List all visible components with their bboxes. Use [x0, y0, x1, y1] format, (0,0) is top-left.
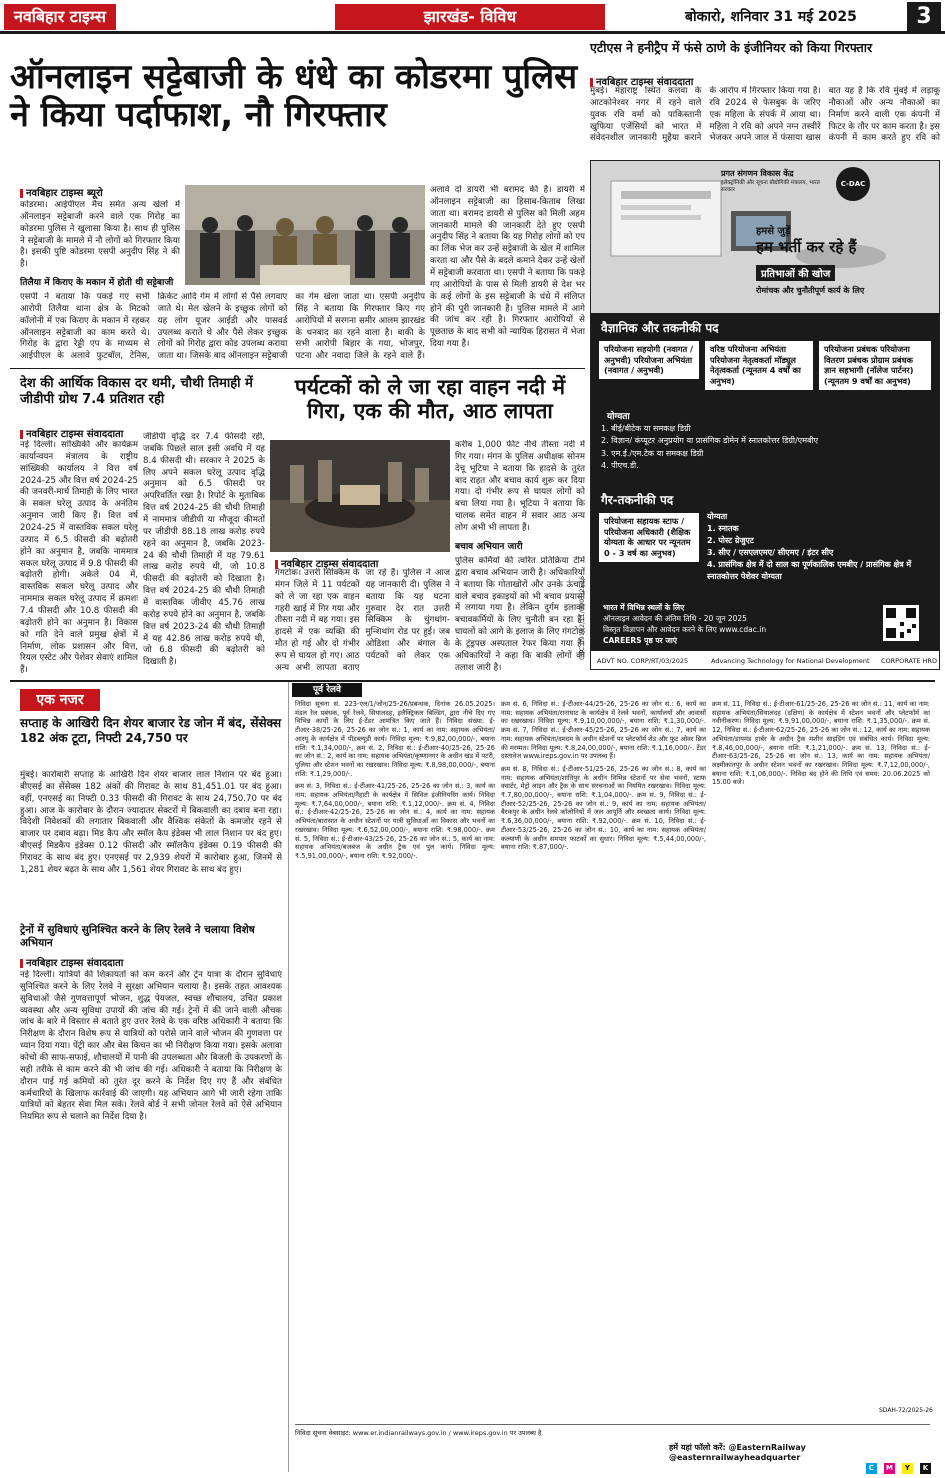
- rail-body: नई दिल्ली। यात्रियों की शिकायतों को कम करने और ट्रेन यात्रा के दौरान सुविधाएं सुनिश्चित करने के लिए रेलवे ने सुरक्षा अभियान चलाया है। इसके तहत आवश्यक सुविधाओं जैसे गुणवत्तापूर्ण भोजन, शुद्ध पेयजल, स्वच्छ शौचालय, उचित प्रकाश व्यवस्था और अन्य सुविधा उपायों की जांच की गई। ट्रेनों में की जाने वाली औचक जांच के बारे में विस्तार से बताते हुए उत्तर रेलवे के एक वरिष्ठ अधिकारी ने बताया कि निरीक्षण के दौरान विशेष रूप से यात्रियों को परोसे जाने वाले भोजन की गुणवत्ता पर ध्यान दिया गया। पेंट्री कार और बेस किचन का भी निरीक्षण किया गया। इसके अलावा कोचों की साफ-सफाई, शौचालयों में पानी की उपलब्धता और बिजली के उपकरणों के सही तरीके से काम करने की भी जांच की गई। अधिकारी ने बताया कि निरीक्षण के दौरान पाई गई कमियों को तुरंत दूर करने के निर्देश दिए गए हैं और संबंधित कर्मचारियों के खिलाफ कार्रवाई की जाएगी। यह अभियान आगे भी जारी रहेगा ताकि यात्रियों को बेहतर सेवा मिल सके। रेलवे बोर्ड ने सभी जोनल रेलवे को ऐसे अभियान नियमित रूप से चलाने का निर्देश दिया है।: [20, 970, 282, 1123]
- magenta-mark: M: [884, 1463, 895, 1474]
- ad-qual2-list: [707, 511, 931, 583]
- thane-headline: एटीएस ने हनीट्रैप में फंसे ठाणे के इंजीनियर को किया गिरफ्तार: [590, 40, 873, 55]
- yellow-mark: Y: [902, 1463, 913, 1474]
- ad-careers: CAREERS पृष्ठ पर जाएं: [603, 635, 678, 645]
- lead-body-1: कोडरमा। आईपीएल मैच समेत अन्य खेलों में ऑनलाइन सट्टेबाजी करने वाले एक गिरोह का कोडरमा पुलिस ने खुलासा किया है। साथ ही पुलिस ने सट्टेबाजी के मामले में नौ लोगों को गिरफ्तार किया है। इसकी पुष्टि कोडरमा एसपी अनुदीप सिंह ने की है।: [20, 200, 180, 270]
- lead-headline: ऑनलाइन सट्टेबाजी के धंधे का कोडरमा पुलिस ने किया पर्दाफाश, नौ गिरफ्तार: [10, 57, 578, 136]
- gdp-body-2: जीडीपी वृद्धि दर 7.4 फीसदी रही, जबकि पिछले साल इसी अवधि में यह 8.4 फीसदी थी। सरकार ने 2025 के लिए अपने सकल घरेलू उत्पाद वृद्धि अनुमान को 6.5 फीसदी पर अपरिवर्तित रखा है। रिपोर्ट के मुताबिक वित्त वर्ष 2024-25 की चौथी तिमाही में नाममात्र जीडीपी या मौजूदा कीमतों पर जीडीपी 88.18 लाख करोड़ रुपये रहने का अनुमान है, जबकि 2023-24 की चौथी तिमाही में यह 79.61 लाख करोड़ रुपये थी, जो 10.8 फीसदी की बढ़ोतरी को दिखाता है। वित्त वर्ष 2024-25 की चौथी तिमाही में वास्तविक जीवीए 45.76 लाख करोड़ रुपये होने का अनुमान है, जबकि वित्त वर्ष 2023-24 की चौथी तिमाही में यह 42.86 लाख करोड़ रुपये थी, जो 6.8 फीसदी की बढ़ोतरी को दिखाती है।: [143, 432, 265, 668]
- dateline: बोकारो, शनिवार 31 मई 2025: [685, 9, 857, 25]
- cyan-mark: C: [866, 1463, 877, 1474]
- qr-code-icon: [883, 605, 919, 641]
- vehicle-byline-text: नवबिहार टाइम्स संवाददाता: [281, 559, 379, 570]
- ad-post-2: वरिष्ठ परियोजना अभियंता परियोजना नेतृत्वकर्ता मॉड्यूल नेतृत्वकर्ता (न्यूनतम 4 वर्षों का अनुभव): [705, 341, 813, 390]
- lead-body-2: एसपी ने बताया कि पकड़े गए सभी आरोपी तिलैया थाना क्षेत्र के मिटको कॉलोनी में एक किराए के मकान में रहकर ऑनलाइन सट्टेबाजी का काम करते थे। गिरोह के द्वारा रेड्डी एप के माध्यम से आईपीएल के अलावे फुटबॉल, टेनिस, क्रिकेट आदि गेम में लोगों से पैसे लगवाए जाते थे। मेल खेलने के इच्छुक लोगों को यह लोग यूजर आईडी और पासवर्ड उपलब्ध कराते थे और पैसे लेकर इच्छुक लोगों को गिरोह द्वारा कोड उपलब्ध कराया जाता था। जिसके बाद ऑनलाइन सट्टेबाजी का गेम खेला जाता था। एसपी अनुदीप सिंह ने बताया कि गिरफ्तार किए गए आरोपियों में सरगना समीर आलम झारखंड के धनबाद का रहने वाला है। बाकी के सभी आरोपी बिहार के गया, भोजपुर, पटना और नवादा जिले के रहने वाले हैं।: [20, 292, 425, 362]
- ad-bottom-strip: [591, 651, 939, 670]
- lead-photo-image: [185, 185, 425, 285]
- gdp-body-1: नई दिल्ली। सांख्यिकी और कार्यक्रम कार्यान्वयन मंत्रालय के राष्ट्रीय सांख्यिकी कार्यालय ने वित्त वर्ष 2024-25 और वित्त वर्ष 2024-25 की जनवरी-मार्च तिमाही के लिए भारत के सकल घरेलू उत्पाद के अनंतिम अनुमान जारी किए हैं। वित्त वर्ष 2024-25 में वास्तविक सकल घरेलू उत्पाद में 6.5 फीसदी की बढ़ोतरी होने का अनुमान है, जबकि नाममात्र सकल घरेलू उत्पाद में 9.8 फीसदी की बढ़ोतरी होगी। अकेले 04 में, वास्तविक सकल घरेलू उत्पाद और नाममात्र सकल घरेलू उत्पाद में क्रमशः 7.4 फीसदी और 10.8 फीसदी की बढ़ोतरी होने का अनुमान है। विकास को गति देने वाले प्रमुख क्षेत्रों में निर्माण, लोक प्रशासन और वित्त, रियल एस्टेट और पेशेवर सेवाएं शामिल हैं।: [20, 440, 138, 675]
- ad-qual2-3: 3. सीए / एसएलएमए/ सीएमए / इंटर सीए: [707, 548, 834, 557]
- ad-post-4: परियोजना सहायक स्टाफ / परियोजना अधिकारी (शैक्षिक योग्यता के आधार पर न्यूनतम 0 - 3 वर्ष का अनुभव): [599, 513, 699, 562]
- ad-tagline-4: रोमांचक और चुनौतीपूर्ण कार्य के लिए: [756, 286, 865, 295]
- lead-body-3: अलावे दो डायरी भी बरामद की है। डायरी में ऑनलाइन सट्टेबाजी का हिसाब-किताब लिखा जाता था। बरामद डायरी से पुलिस को मिली अहम जानकारी मामले की जानकारी देते हुए एसपी अनुदीप सिंह ने बताया कि यह गिरोह लोगों को एप का लिंक भेज कर उन्हें सट्टेबाजी के खेल में शामिल करता था और पैसे के बदले कमाने देकर उन्हें खेलों में सट्टेबाजी करवाता था। एसपी ने बताया कि पकड़े गए आरोपियों के पास से मिली डायरी से देश भर के कई लोगों के इस सट्टेबाजी के धंधे में संलिप्त होने की पूरी जानकारी है। पुलिस मामले में आगे की जांच कर रही है। गिरफ्तार आरोपियों से पूछताछ के बाद सभी को न्यायिक हिरासत में भेजा दिया गया है।: [430, 185, 585, 350]
- tender-notice: [288, 682, 935, 1472]
- ad-post-3: परियोजना प्रबंधक परियोजना वितरण प्रबंधक प्रोग्राम प्रबंधक ज्ञान सहभागी (नॉलेज पार्टनर) (न्यूनतम 9 वर्षों का अनुभव): [819, 341, 931, 390]
- ad-qual-title: योग्यता: [607, 412, 630, 422]
- lead-subhead: तिलैया में किराए के मकान में होती थी सट्टेबाजी: [20, 278, 174, 288]
- tender-footer-sites: निविदा सूचना वेबसाइट: www.er.indianrailways.gov.in / www.ireps.gov.in पर उपलब्ध है: [295, 1424, 930, 1437]
- ek-nazar-label: एक नजर: [20, 689, 100, 711]
- masthead: [0, 0, 945, 34]
- ad-number: ADVT NO. CORP/RT/03/2025: [597, 657, 689, 665]
- lead-byline-text: नवबिहार टाइम्स ब्यूरो: [26, 188, 103, 199]
- ad-details: विस्तृत विज्ञापन और आवेदन करने के लिए www.cdac.in: [603, 624, 767, 634]
- ad-org-title: प्रगत संगणन विकास केंद्र: [721, 169, 794, 178]
- rail-headline: ट्रेनों में सुविधाएं सुनिश्चित करने के लिए रेलवे ने चलाया विशेष अभियान: [20, 924, 255, 950]
- tender-sdah-code: SDAH-72/2025-26: [879, 1407, 933, 1414]
- ad-qual2-1: 1. स्नातक: [707, 524, 739, 533]
- ad-tagline-1: हमसे जुड़ें: [756, 226, 791, 237]
- print-color-marks: [864, 1455, 931, 1474]
- lead-byline: [20, 185, 103, 199]
- ad-qual-3: 3. एम.ई./एम.टेक या समकक्ष डिग्री: [601, 448, 704, 458]
- ad-qual2-2: 2. पोस्ट ग्रेजुएट: [707, 536, 754, 545]
- tender-col-2: [501, 700, 706, 1420]
- vehicle-body-1: गंगटोक। उत्तरी सिक्किम के मंगन जिले में 11 पर्यटकों को ले जा रहा एक वाहन गहरी खाई में गिर गया और तीस्ता नदी में बह गया। इस हादसे में एक व्यक्ति की मौत हो गई और दो गंभीर रूप से घायल हो गए। आठ अन्य अभी लापता बताए जा रहे हैं। पुलिस ने आज यह जानकारी दी। पुलिस ने बताया कि यह घटना गुरुवार देर रात उत्तरी सिक्किम के चुंगथांग-मुन्शिथांग रोड पर हुई। जब ओडिशा और बंगाल के पर्यटकों को लेकर एक: [275, 568, 450, 673]
- gdp-byline-text: नवबिहार टाइम्स संवाददाता: [26, 429, 124, 440]
- ad-corp: CORPORATE HRD: [881, 657, 937, 665]
- page-number: 3: [907, 2, 941, 32]
- ad-section-1: वैज्ञानिक और तकनीकी पद: [601, 321, 719, 335]
- ad-tagline-2: हम भर्ती कर रहे हैं: [756, 238, 857, 256]
- ad-apply-info: [603, 603, 853, 647]
- vehicle-photo-image: [270, 440, 450, 552]
- ad-dark-panel: [591, 313, 939, 651]
- cdac-logo: C-DAC: [836, 167, 870, 201]
- rail-byline-text: नवबिहार टाइम्स संवाददाता: [26, 958, 124, 969]
- market-body: मुंबई। कारोबारी सप्ताह के आखिरी दिन शेयर बाजार लाल निशान पर बंद हुआ। बीएसई का सेंसेक्स 182 अंकों की गिरावट के साथ 81,451.01 पर बंद हुआ। वहीं, एनएसई का निफ्टी 0.33 फीसदी की गिरावट के साथ 24,750.70 पर बंद हुआ। आज के कारोबार के दौरान ज्यादातर सेक्टरों में बिकवाली का दबाव बना रहा। विदेशी निवेशकों की लगातार बिकवाली और वैश्विक संकेतों के कमजोर रहने से बाजार पर दबाव बढ़ा। मिड कैप और स्मॉल कैप इंडेक्स भी लाल निशान पर बंद हुए। बीएसई मिडकैप इंडेक्स 0.12 फीसदी और स्मॉलकैप इंडेक्स 0.19 फीसदी की गिरावट के साथ बंद हुए। एनएसई पर 2,939 शेयरों में कारोबार हुआ, जिनमें से 1,281 शेयर बढ़त के साथ और 1,561 शेयर गिरावट के साथ बंद हुए।: [20, 770, 282, 875]
- ad-last-date: ऑनलाइन आवेदन की अंतिम तिथि - 20 जून 2025: [603, 613, 747, 623]
- tender-col-3: [712, 700, 930, 1405]
- ad-qual2-title: योग्यता: [707, 512, 728, 521]
- gdp-headline: देश की आर्थिक विकास दर थमी, चौथी तिमाही में जीडीपी ग्रोथ 7.4 प्रतिशत रही: [20, 376, 253, 408]
- vehicle-body-2: करीब 1,000 फीट नीचे तीस्ता नदी में गिर गया। मंगन के पुलिस अधीक्षक सोनम देचू भूटिया ने बताया कि हादसे के तुरंत बाद राहत और बचाव कार्य शुरू कर दिया गया। दो गंभीर रूप से घायल लोगों को बचा लिया गया है। भूटिया ने बताया कि चालक समेत वाहन में सवार आठ अन्य लोग अभी भी लापता हैं।: [455, 440, 585, 534]
- ad-qual-list: [601, 423, 931, 473]
- ad-tagline-3: प्रतिभाओं की खोज: [756, 265, 835, 281]
- vehicle-photo: [270, 440, 450, 552]
- thane-byline-text: नवबिहार टाइम्स संवाददाता: [596, 77, 694, 88]
- tender-paragraph-2: क्रम सं. 3, निविदा सं.: ई-टीआर-41/25-26, 25-26 का जोन सं.: 3, कार्य का नाम: सहायक अभियंता/नैहाटी के कार्यक्षेत्र में सिविल इंजीनियरिंग कार्य। निविदा मूल्य: ₹.7,64,00,000/-, बयाना राशि: ₹.1,12,000/-. क्रम सं. 4, निविदा सं.: ई-टीआर-42/25-26, 25-26 का जोन सं.: 4, कार्य का नाम: सहायक अभियंता/बारासात के अधीन स्टेशनों पर यात्री सुविधाओं का विकास और भवनों का रखरखाव। निविदा मूल्य: ₹.6,52,00,000/-, बयाना राशि: ₹.98,000/-. क्रम सं. 5, निविदा सं.: ई-टीआर-43/25-26, 25-26 का जोन सं.: 5, कार्य का नाम: सहायक अभियंता/बजबज के अधीन ट्रैक एवं पुल कार्य। निविदा मूल्य: ₹.5,91,00,000/-, बयाना राशि: ₹.92,000/-.: [295, 782, 495, 860]
- ad-slogan: Advancing Technology for National Development: [711, 657, 870, 665]
- tender-footer-social: हमें यहां फॉलो करें: @EasternRailway @easternrailwayheadquarter: [669, 1443, 806, 1462]
- cdac-advertisement: [590, 160, 940, 670]
- divider: [10, 368, 585, 369]
- ad-cbc-code: CBC 09132/11/0001/2526: [578, 575, 586, 660]
- ad-org-name: [721, 169, 833, 195]
- paper-name: नवबिहार टाइम्स: [4, 4, 116, 30]
- ad-top-panel: [591, 161, 939, 313]
- black-mark: K: [920, 1463, 931, 1474]
- tender-paragraph-3: क्रम सं. 6, निविदा सं.: ई-टीआर-44/25-26, 25-26 का जोन सं.: 6, कार्य का नाम: सहायक अभियंता/रानाघाट के कार्यक्षेत्र में रेलवे भवनों, कार्यालयों और आवासों का रखरखाव। निविदा मूल्य: ₹.9,10,00,000/-, बयाना राशि: ₹.1,30,000/-. क्रम सं. 7, निविदा सं.: ई-टीआर-45/25-26, 25-26 का जोन सं.: 7, कार्य का नाम: सहायक अभियंता/दमदम के अधीन स्टेशनों पर प्लेटफॉर्म शेड और फुट ओवर ब्रिज की मरम्मत। निविदा मूल्य: ₹.8,24,00,000/-, बयाना राशि: ₹.1,16,000/-. टेंडर दस्तावेज www.ireps.gov.in पर उपलब्ध हैं।: [501, 700, 706, 761]
- ad-section-2: गैर-तकनीकी पद: [601, 493, 674, 507]
- tender-paragraph-1: निविदा सूचना सं. 223-एल/1/जोन/25-26/प्रबन्धक, दिनांक 26.05.2025। मंडल रेल प्रबंधक, पूर्व रेलवे, सियालदह, इलैक्ट्रिकल बिल्डिंग, द्वारा नीचे दिए गए विभिन्न कार्यों के लिए ई-टेंडर आमंत्रित किए जाते हैं। निविदा संख्या: ई-टीआर-38/25-26, 25-26 का जोन सं.: 1, कार्य का नाम: सहायक अभियंता/आरयू के कार्यक्षेत्र में पीडब्ल्यूडी कार्य। निविदा मूल्य: ₹.9,82,00,000/-, बयाना राशि: ₹.1,34,000/-, क्रम सं. 2, निविदा सं.: ई-टीआर-40/25-26, 25-26 का जोन सं.: 2, कार्य का नाम: सहायक अभियंता/कृष्णानगर के अधीन खंड में पटरी, पुलिया और स्टेशन भवनों का रखरखाव। निविदा मूल्य: ₹.8,98,00,000/-, बयाना राशि: ₹.1,29,000/-.: [295, 700, 495, 778]
- ad-qual2-4: 4. प्रासंगिक क्षेत्र में दो साल का पूर्णकालिक एमबीए / प्रासंगिक क्षेत्र में स्नातकोत्तर पेशेवर योग्यता: [707, 560, 912, 581]
- thane-body: मुंबई। महाराष्ट्र स्थित कलवा के आटकोनेश्वर नगर में रहने वाले युवक रवि वर्मा को पाकिस्तानी खुफिया एजेंसियों को भारत में संवेदनशील जानकारी मुहैया कराने के आरोप में गिरफ्तार किया गया है। रवि 2024 से फेसबुक के जरिए एक महिला के संपर्क में आया था। महिला ने रवि को अपने नग्न तस्वीरें भेजकर अपने जाल में फंसाया खास बात यह है कि रवि मुंबई में लड़ाकू नौकाओं और अन्य नौकाओं का निर्माण करने वाली एक कंपनी में फिटर के तौर पर काम करता है। इस कंपनी में काम करते हुए रवि को: [590, 86, 940, 144]
- ad-org-sub: इलेक्ट्रॉनिकी और सूचना प्रौद्योगिकी मंत्रालय, भारत सरकार: [721, 179, 820, 194]
- gdp-byline: [20, 426, 123, 440]
- tender-col-1: [295, 700, 495, 1420]
- market-headline: सप्ताह के आखिरी दिन शेयर बाजार रेड जोन में बंद, सेंसेक्स 182 अंक टूटा, निफ्टी 24,750 पर: [20, 716, 282, 745]
- section-label: झारखंड- विविध: [335, 4, 605, 30]
- vehicle-headline: पर्यटकों को ले जा रहा वाहन नदी में गिरा, एक की मौत, आठ लापता: [294, 375, 566, 423]
- ad-post-1: परियोजना सहयोगी (नवागत / अनुभवी) परियोजना अभियंता (नवागत / अनुभवी): [599, 341, 699, 379]
- tender-label: पूर्व रेलवे: [292, 683, 362, 697]
- tender-paragraph-4: क्रम सं. 8, निविदा सं.: ई-टीआर-51/25-26, 25-26 का जोन सं.: 8, कार्य का नाम: सहायक अभियंता/शांतिपुर के अधीन विभिन्न स्टेशनों पर सेवा भवनों, स्टाफ क्वार्टर, मेट्रो लाइन और ट्रैक के साथ संरचनाओं का नियमित रखरखाव। निविदा मूल्य: ₹.7,80,00,000/-, बयाना राशि: ₹.1,04,000/-. क्रम सं. 9, निविदा सं.: ई-टीआर-52/25-26, 25-26 का जोन सं.: 9, कार्य का नाम: सहायक अभियंता/बैरकपुर के अधीन रेलवे कॉलोनियों में जल आपूर्ति और स्वच्छता कार्य। निविदा मूल्य: ₹.6,36,00,000/-, बयाना राशि: ₹.92,000/-. क्रम सं. 10, निविदा सं.: ई-टीआर-53/25-26, 25-26 का जोन सं.: 10, कार्य का नाम: सहायक अभियंता/कल्याणी के अधीन समपार फाटकों का सुधार। निविदा मूल्य: ₹.5,44,00,000/-, बयाना राशि: ₹.87,000/-.: [501, 764, 706, 852]
- ad-qual-4: 4. पीएच.डी.: [601, 461, 639, 471]
- lead-photo: [185, 185, 425, 285]
- vehicle-subhead: बचाव अभियान जारी: [455, 542, 523, 552]
- ad-qual-1: 1. बीई/बीटेक या समकक्ष डिग्री: [601, 424, 691, 433]
- tender-paragraph-5: क्रम सं. 11, निविदा सं.: ई-टीआर-61/25-26, 25-26 का जोन सं.: 11, कार्य का नाम: सहायक अभियंता/सियालदह (दक्षिण) के कार्यक्षेत्र में स्टेशन भवनों और प्लेटफॉर्म का नवीनीकरण। निविदा मूल्य: ₹.9,91,00,000/-, बयाना राशि: ₹.1,35,000/-. क्रम सं. 12, निविदा सं.: ई-टीआर-62/25-26, 25-26 का जोन सं.: 12, कार्य का नाम: सहायक अभियंता/डायमंड हार्बर के अधीन ट्रैक मशीन साइडिंग एवं संबंधित कार्य। निविदा मूल्य: ₹.8,46,00,000/-, बयाना राशि: ₹.1,21,000/-. क्रम सं. 13, निविदा सं.: ई-टीआर-63/25-26, 25-26 का जोन सं.: 13, कार्य का नाम: सहायक अभियंता/लक्ष्मीकांतपुर के अधीन स्टेशन भवनों का रखरखाव। निविदा मूल्य: ₹.7,12,00,000/-, बयाना राशि: ₹.1,06,000/-. निविदा बंद होने की तिथि एवं समय: 20.06.2025 को 15.00 बजे।: [712, 700, 930, 787]
- ad-locations: भारत में विभिन्न स्थलों के लिए: [603, 603, 685, 612]
- vehicle-body-3: पुलिस कर्मियों की त्वरित प्रतिक्रिया टीमें द्वारा बचाव अभियान जारी है। अधिकारियों ने बताया कि गोताखोरों और उनके ऊंचाई वाले बचाव इकाइयों को भी बचाव प्रयासों में लगाया गया है। लेकिन दुर्गम इलाका बचावकर्मियों के लिए चुनौती बन रहा है। घायलों को आगे के इलाज के लिए गंगटोक के ट्रंड्रपछ अस्पताल रेफर किया गया है। अधिकारियों ने कहा कि बाकी लोगों की तलाश जारी है।: [455, 556, 585, 673]
- rail-byline: [20, 955, 123, 969]
- ad-qual-2: 2. विज्ञान/ कंप्यूटर अनुप्रयोग या प्रासंगिक डोमेन में स्नातकोत्तर डिग्री/एमबीए: [601, 436, 819, 446]
